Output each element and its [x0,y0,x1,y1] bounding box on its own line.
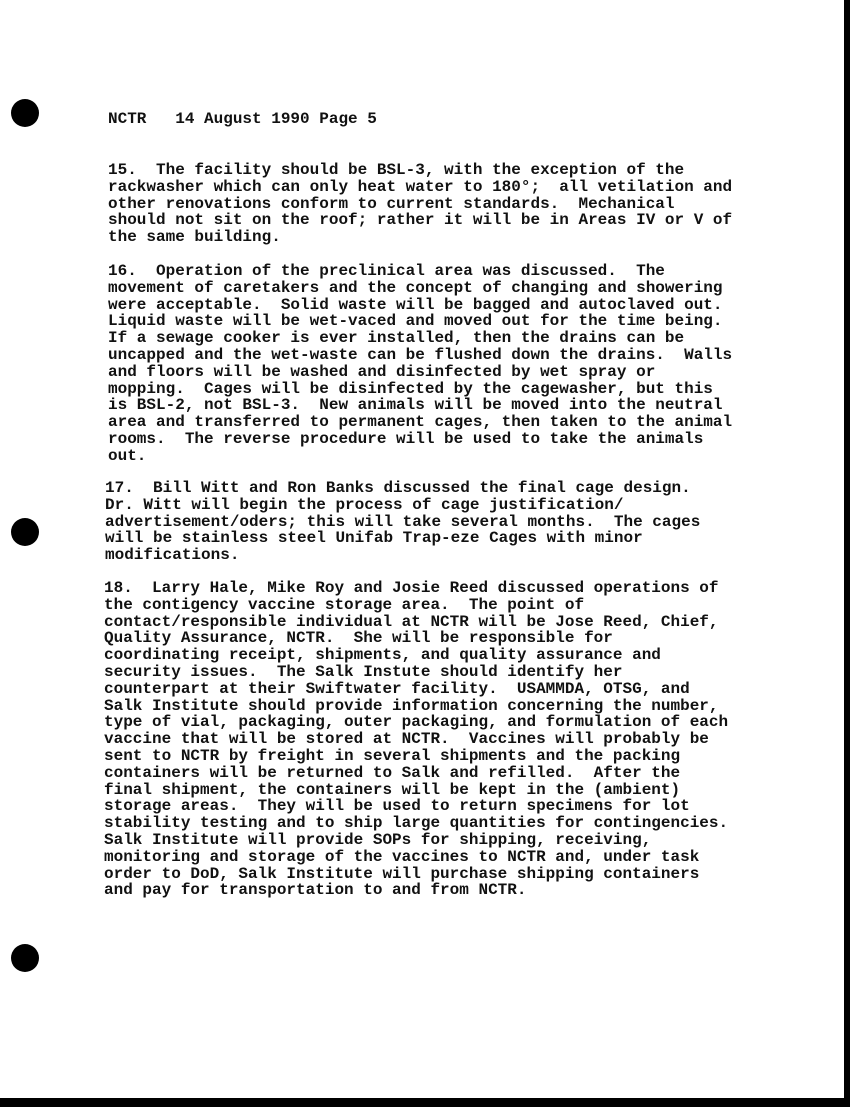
scan-right-border [844,0,850,1107]
paragraph-15: 15. The facility should be BSL-3, with the exception of the rackwasher which can only heat water to 180°; all vetilation and other renovations conform to current standards. Mechanical should not sit on the roof; rather it will be in Areas IV or V of the same building. [108,161,733,247]
paragraph-16: 16. Operation of the preclinical area was discussed. The movement of caretakers and the concept of changing and showering were acceptable. Solid waste will be bagged and autoclaved out. Liquid waste will be wet-vaced and moved out for the time being. If a sewage cooker is ever installed, then the drains can be uncapped and the wet-waste can be flushed down the drains. Walls and floors will be washed and disinfected by wet spray or mopping. Cages will be disinfected by the cagewasher, but this is BSL-2, not BSL-3. New animals will be moved into the neutral area and transferred to permanent cages, then taken to the animal rooms. The reverse procedure will be used to take the animals out. [108,262,733,465]
scan-bottom-border [0,1098,850,1107]
page-header: NCTR 14 August 1990 Page 5 [108,110,377,128]
paragraph-17: 17. Bill Witt and Ron Banks discussed the final cage design. Dr. Witt will begin the process of cage justification/ advertisement/oders; this will take several months. The cages will be stainless steel Unifab Trap-eze Cages with minor modifications. [105,479,701,565]
punch-hole-bottom [11,944,39,972]
punch-hole-middle [11,518,39,546]
punch-hole-top [11,99,39,127]
paragraph-18: 18. Larry Hale, Mike Roy and Josie Reed discussed operations of the contigency vaccine storage area. The point of contact/responsible individual at NCTR will be Jose Reed, Chief, Quality Assurance, NCTR. She will be responsible for coordinating receipt, shipments, and quality assurance and security issues. The Salk Instute should identify her counterpart at their Swiftwater facility. USAMMDA, OTSG, and Salk Institute should provide information concerning the number, type of vial, packaging, outer packaging, and formulation of each vaccine that will be stored at NCTR. Vaccines will probably be sent to NCTR by freight in several shipments and the packing containers will be returned to Salk and refilled. After the final shipment, the containers will be kept in the (ambient) storage areas. They will be used to return specimens for lot stability testing and to ship large quantities for contingencies. Salk Institute will provide SOPs for shipping, receiving, monitoring and storage of the vaccines to NCTR and, under task order to DoD, Salk Institute will purchase shipping containers and pay for transportation to and from NCTR. [104,579,729,900]
